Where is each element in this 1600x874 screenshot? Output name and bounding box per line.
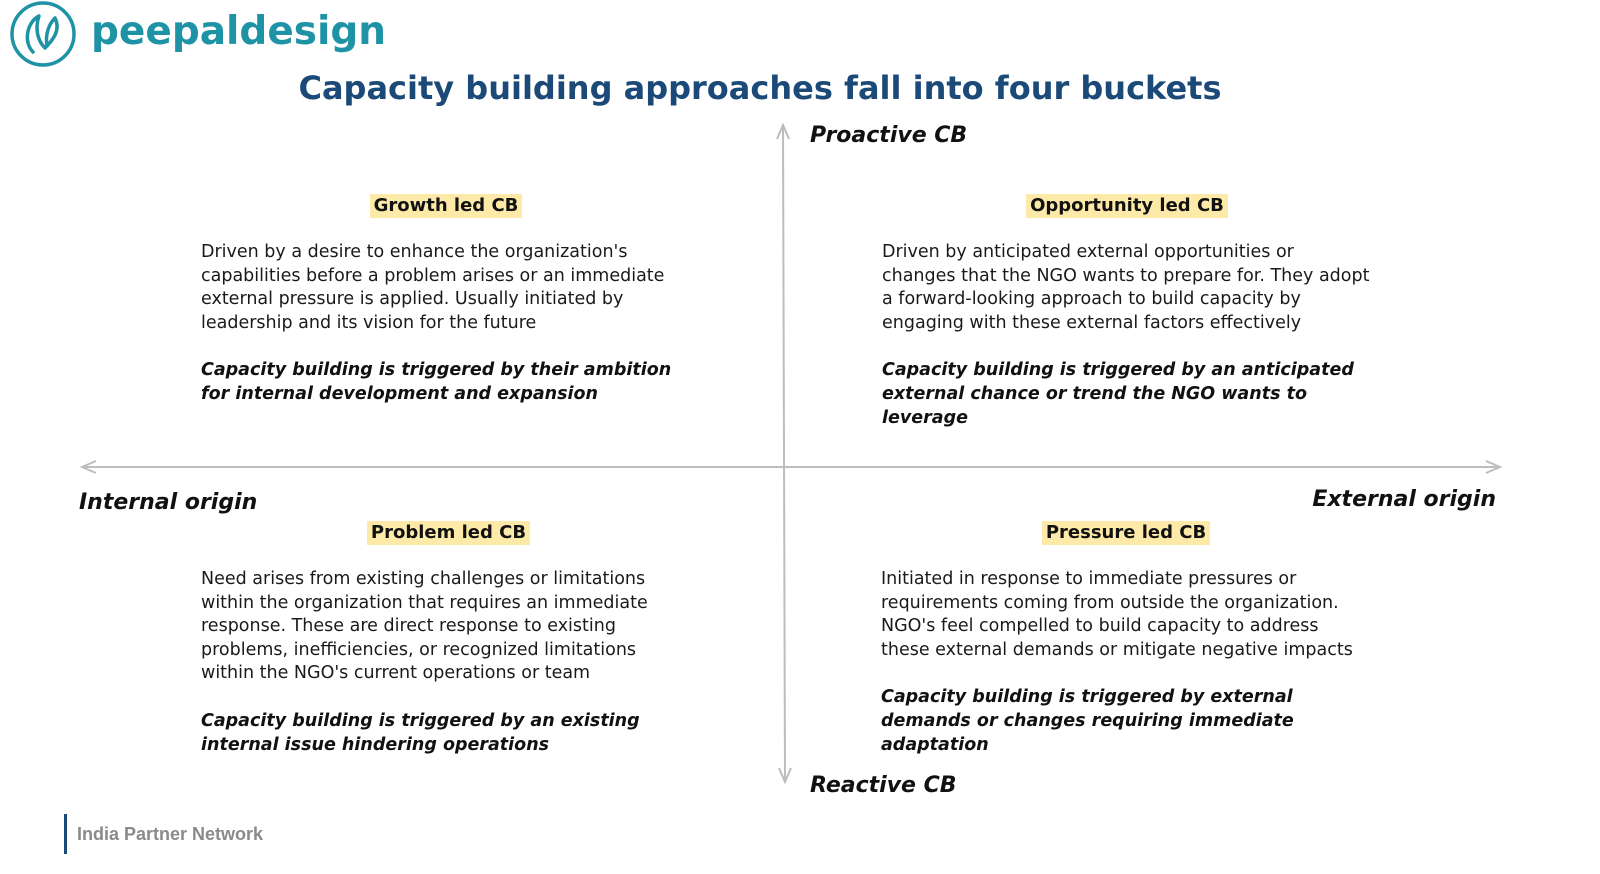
quadrant-title: Problem led CB xyxy=(367,521,530,545)
axis-label-top: Proactive CB xyxy=(810,123,968,148)
quadrant-title: Growth led CB xyxy=(370,194,523,218)
brand-name: peepaldesign xyxy=(91,8,387,54)
axis-label-right: External origin xyxy=(1312,487,1496,512)
quadrant-trigger: Capacity building is triggered by external demands or changes requiring immediate adaptation xyxy=(881,687,1294,756)
quadrant-description: Driven by anticipated external opportunities or changes that the NGO wants to prepare for. They adopt a forward-looking approach to build capacity by engaging with these external factors effectively xyxy=(882,242,1370,333)
axis-label-left: Internal origin xyxy=(79,490,258,515)
vertical-axis xyxy=(783,125,785,782)
quadrant-trigger: Capacity building is triggered by an anticipated external chance or trend the NGO wants to leverage xyxy=(882,360,1354,429)
quadrant-trigger: Capacity building is triggered by an existing internal issue hindering operations xyxy=(201,710,640,755)
page-title: Capacity building approaches fall into four buckets xyxy=(298,69,1222,107)
quadrant-title: Pressure led CB xyxy=(1042,521,1210,545)
quadrant-opportunity-led xyxy=(882,194,1372,430)
footer xyxy=(64,814,263,854)
quadrant-title: Opportunity led CB xyxy=(1026,194,1228,218)
quadrant-description: Driven by a desire to enhance the organization's capabilities before a problem arises or an immediate external pressure is applied. Usually initiated by leadership and its vision for the future xyxy=(201,242,665,333)
quadrant-trigger: Capacity building is triggered by their ambition for internal development and expansion xyxy=(201,360,672,405)
footer-text: India Partner Network xyxy=(77,823,264,844)
quadrant-description: Need arises from existing challenges or limitations within the organization that requires an immediate response. These are direct response to existing problems, inefficiencies, or recognized limitations within the NGO's current operations or team xyxy=(201,569,648,684)
axis-label-bottom: Reactive CB xyxy=(810,773,957,798)
quadrant-pressure-led xyxy=(881,521,1371,757)
quadrant-description: Initiated in response to immediate pressures or requirements coming from outside the organization. NGO's feel compelled to build capacity to address these external demands or mitigate negative impacts xyxy=(881,569,1353,660)
quadrant-problem-led xyxy=(201,521,696,757)
quadrant-growth-led xyxy=(201,194,691,406)
